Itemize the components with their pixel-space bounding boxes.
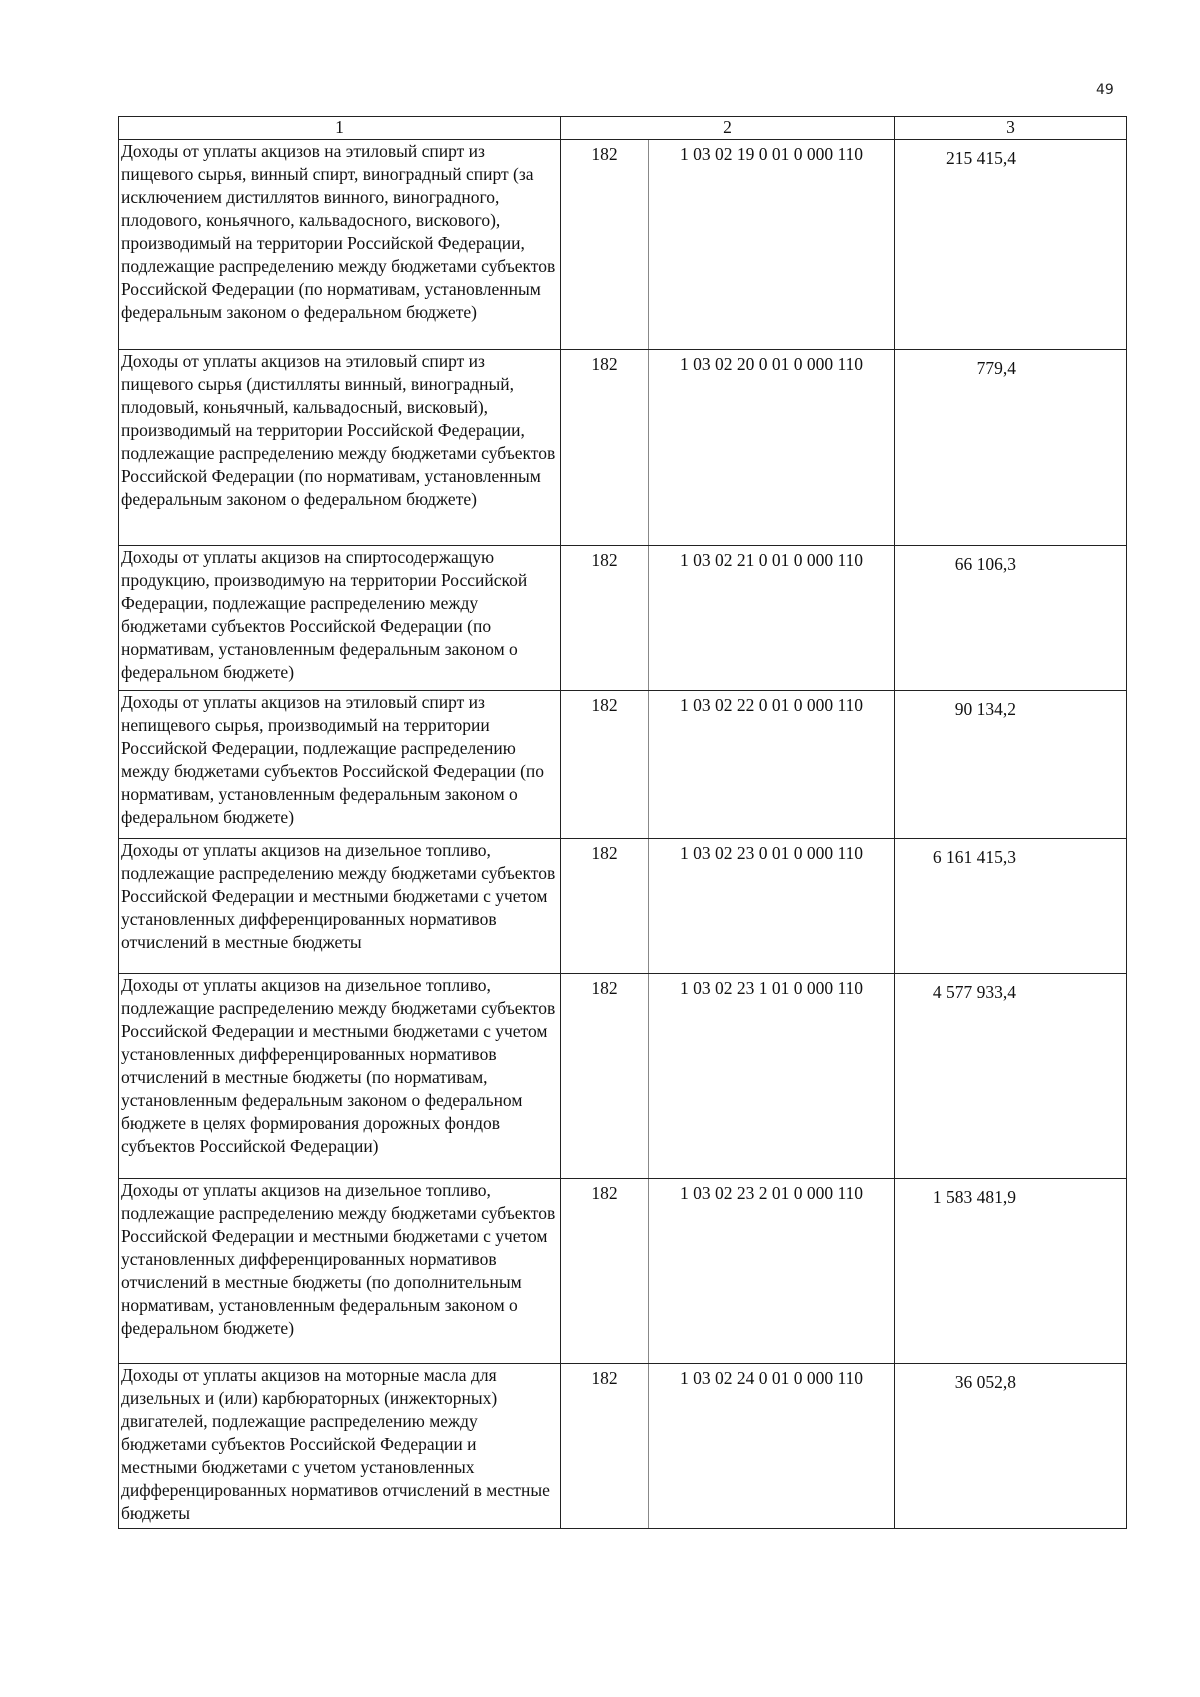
budget-code-cell: 1 03 02 22 0 01 0 000 110 [649, 691, 895, 839]
admin-code-cell: 182 [561, 974, 649, 1179]
table-row [119, 974, 1127, 1179]
revenue-name-cell: Доходы от уплаты акцизов на дизельное топливо, подлежащие распределению между бюджетами субъектов Российской Федерации и местными бюджетами с учетом установленных дифференцированных нормативов отчислений в местные бюджеты (по дополнительным нормативам, установленным федеральным законом о федеральном бюджете) [119, 1179, 561, 1364]
amount-cell: 215 415,4 [895, 140, 1127, 350]
admin-code-cell: 182 [561, 546, 649, 691]
budget-code-cell: 1 03 02 23 2 01 0 000 110 [649, 1179, 895, 1364]
budget-code-cell: 1 03 02 20 0 01 0 000 110 [649, 350, 895, 546]
table-row [119, 350, 1127, 546]
admin-code-cell: 182 [561, 1179, 649, 1364]
admin-code-cell: 182 [561, 839, 649, 974]
budget-revenue-table [118, 116, 1127, 1529]
budget-code-cell: 1 03 02 21 0 01 0 000 110 [649, 546, 895, 691]
revenue-name-cell: Доходы от уплаты акцизов на дизельное топливо, подлежащие распределению между бюджетами субъектов Российской Федерации и местными бюджетами с учетом установленных дифференцированных нормативов отчислений в местные бюджеты (по нормативам, установленным федеральным законом о федеральном бюджете в целях формирования дорожных фондов субъектов Российской Федерации) [119, 974, 561, 1179]
column-header-2: 2 [561, 117, 895, 140]
amount-cell: 779,4 [895, 350, 1127, 546]
budget-code-cell: 1 03 02 19 0 01 0 000 110 [649, 140, 895, 350]
amount-cell: 66 106,3 [895, 546, 1127, 691]
budget-code-cell: 1 03 02 24 0 01 0 000 110 [649, 1364, 895, 1529]
table-row [119, 1179, 1127, 1364]
column-header-3: 3 [895, 117, 1127, 140]
revenue-name-cell: Доходы от уплаты акцизов на этиловый спирт из пищевого сырья, винный спирт, виноградный спирт (за исключением дистиллятов винного, виноградного, плодового, коньячного, кальвадосного, вискового), производимый на территории Российской Федерации, подлежащие распределению между бюджетами субъектов Российской Федерации (по нормативам, установленным федеральным законом о федеральном бюджете) [119, 140, 561, 350]
budget-code-cell: 1 03 02 23 1 01 0 000 110 [649, 974, 895, 1179]
revenue-name-cell: Доходы от уплаты акцизов на этиловый спирт из непищевого сырья, производимый на территории Российской Федерации, подлежащие распределению между бюджетами субъектов Российской Федерации (по нормативам, установленным федеральным законом о федеральном бюджете) [119, 691, 561, 839]
admin-code-cell: 182 [561, 350, 649, 546]
budget-code-cell: 1 03 02 23 0 01 0 000 110 [649, 839, 895, 974]
admin-code-cell: 182 [561, 691, 649, 839]
revenue-name-cell: Доходы от уплаты акцизов на моторные масла для дизельных и (или) карбюраторных (инжекторных) двигателей, подлежащие распределению между бюджетами субъектов Российской Федерации и местными бюджетами с учетом установленных дифференцированных нормативов отчислений в местные бюджеты [119, 1364, 561, 1529]
amount-cell: 1 583 481,9 [895, 1179, 1127, 1364]
revenue-name-cell: Доходы от уплаты акцизов на спиртосодержащую продукцию, производимую на территории Российской Федерации, подлежащие распределению между бюджетами субъектов Российской Федерации (по нормативам, установленным федеральным законом о федеральном бюджете) [119, 546, 561, 691]
amount-cell: 4 577 933,4 [895, 974, 1127, 1179]
amount-cell: 6 161 415,3 [895, 839, 1127, 974]
page-number: 49 [1096, 82, 1114, 98]
table-row [119, 839, 1127, 974]
table-row [119, 1364, 1127, 1529]
table-header-row [119, 117, 1127, 140]
table-row [119, 691, 1127, 839]
admin-code-cell: 182 [561, 140, 649, 350]
column-header-1: 1 [119, 117, 561, 140]
revenue-name-cell: Доходы от уплаты акцизов на дизельное топливо, подлежащие распределению между бюджетами субъектов Российской Федерации и местными бюджетами с учетом установленных дифференцированных нормативов отчислений в местные бюджеты [119, 839, 561, 974]
admin-code-cell: 182 [561, 1364, 649, 1529]
table-row [119, 140, 1127, 350]
amount-cell: 36 052,8 [895, 1364, 1127, 1529]
amount-cell: 90 134,2 [895, 691, 1127, 839]
revenue-name-cell: Доходы от уплаты акцизов на этиловый спирт из пищевого сырья (дистилляты винный, виноградный, плодовый, коньячный, кальвадосный, висковый), производимый на территории Российской Федерации, подлежащие распределению между бюджетами субъектов Российской Федерации (по нормативам, установленным федеральным законом о федеральном бюджете) [119, 350, 561, 546]
table-row [119, 546, 1127, 691]
